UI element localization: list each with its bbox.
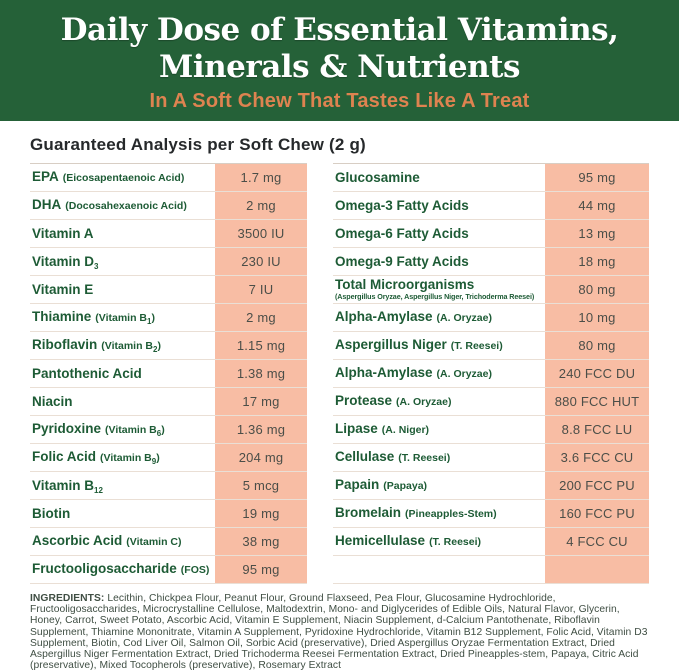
nutrient-name: Total Microorganisms [335, 277, 475, 292]
table-row [30, 556, 307, 584]
nutrient-name: Folic Acid [32, 449, 97, 464]
banner-title-line1: Daily Dose of Essential Vitamins, [60, 12, 619, 48]
nutrient-name-line [335, 338, 545, 353]
table-row [333, 388, 649, 416]
ingredients-paragraph [30, 593, 649, 671]
nutrient-value-cell: 38 mg [215, 528, 307, 555]
nutrient-name-cell [30, 220, 215, 247]
table-row [333, 472, 649, 500]
nutrient-name-cell [333, 444, 545, 471]
nutrient-name: Ascorbic Acid [32, 533, 123, 548]
banner [0, 0, 679, 121]
nutrient-name-line [335, 227, 545, 241]
nutrient-note: (Eicosapentaenoic Acid) [62, 172, 185, 184]
nutrient-note: (A. Oryzae) [396, 396, 452, 408]
ingredients-label: INGREDIENTS: [30, 593, 105, 604]
nutrient-note: (Pineapples-Stem) [405, 508, 497, 520]
nutrient-name-line [335, 422, 545, 437]
table-row [30, 248, 307, 276]
nutrient-name-line [335, 366, 545, 381]
nutrient-note: (Vitamin B [95, 312, 147, 324]
nutrient-name-cell [333, 304, 545, 331]
nutrient-name-cell [333, 192, 545, 219]
nutrient-note: (Docosahexaenoic Acid) [65, 200, 187, 212]
nutrient-value-cell: 18 mg [545, 248, 649, 275]
nutrient-name-subscript: 3 [94, 261, 99, 271]
nutrient-name: Bromelain [335, 505, 402, 520]
banner-title [0, 12, 679, 86]
nutrient-note-subscript: 9 [151, 457, 157, 466]
nutrient-name: Pantothenic Acid [32, 365, 142, 381]
nutrient-name-line [32, 367, 215, 381]
nutrient-name-cell [333, 500, 545, 527]
nutrient-name-cell [333, 556, 545, 583]
nutrient-name-line [32, 283, 215, 297]
nutrient-name-cell [30, 388, 215, 415]
nutrient-name-cell [333, 360, 545, 387]
table-row [333, 164, 649, 192]
analysis-table-right [333, 163, 649, 584]
nutrient-note: (A. Oryzae) [436, 368, 492, 380]
nutrient-name-line [32, 562, 215, 577]
nutrient-name-cell [333, 528, 545, 555]
table-row [333, 556, 649, 584]
nutrient-value-cell: 3.6 FCC CU [545, 444, 649, 471]
nutrient-value-cell: 80 mg [545, 332, 649, 359]
nutrient-note: (T. Reesei) [450, 340, 503, 352]
nutrient-value-cell: 4 FCC CU [545, 528, 649, 555]
nutrient-value-cell: 240 FCC DU [545, 360, 649, 387]
nutrient-name-line [32, 198, 215, 213]
nutrient-name-cell [30, 164, 215, 191]
table-row [333, 528, 649, 556]
nutrient-name: Protease [335, 393, 393, 408]
nutrient-value-cell: 44 mg [545, 192, 649, 219]
nutrient-value-cell: 7 IU [215, 276, 307, 303]
nutrient-name: Fructooligosaccharide [32, 561, 177, 576]
nutrient-name: Biotin [32, 505, 71, 521]
nutrient-note-tail: ) [156, 452, 160, 464]
nutrient-name-subscript: 12 [94, 485, 103, 495]
nutrient-note-tail: ) [151, 312, 155, 324]
nutrient-value-cell: 3500 IU [215, 220, 307, 247]
nutrient-note: (Vitamin B [100, 452, 152, 464]
table-row [333, 500, 649, 528]
nutrient-name: Hemicellulase [335, 533, 426, 548]
nutrient-value-cell: 1.38 mg [215, 360, 307, 387]
nutrient-value-cell: 95 mg [215, 556, 307, 583]
nutrient-name: EPA [32, 169, 59, 184]
nutrient-name: Omega-3 Fatty Acids [335, 197, 469, 213]
nutrient-name-line [335, 506, 545, 521]
table-row [30, 416, 307, 444]
nutrient-name: Pyridoxine [32, 421, 102, 436]
nutrient-name-line [32, 507, 215, 521]
nutrient-name-line [335, 310, 545, 325]
nutrient-source-note: (Aspergillus Oryzae, Aspergillus Niger, Trichoderma Reesei) [335, 292, 535, 301]
nutrient-value-cell: 1.15 mg [215, 332, 307, 359]
nutrient-name-cell [333, 388, 545, 415]
nutrient-name-cell [30, 528, 215, 555]
nutrient-value-cell: 8.8 FCC LU [545, 416, 649, 443]
nutrient-name-cell [333, 220, 545, 247]
nutrient-name: Alpha-Amylase [335, 309, 433, 324]
table-row [30, 276, 307, 304]
nutrient-name-line [335, 534, 545, 549]
nutrient-note: (T. Reesei) [398, 452, 451, 464]
nutrient-name-cell [333, 164, 545, 191]
table-row [30, 304, 307, 332]
table-row [30, 360, 307, 388]
nutrient-name-cell [30, 248, 215, 275]
nutrient-note: (Vitamin B [105, 424, 157, 436]
nutrient-name-cell [30, 332, 215, 359]
nutrient-name-cell [333, 248, 545, 275]
nutrient-note: (T. Reesei) [429, 536, 481, 548]
nutrient-name-line [32, 450, 215, 465]
nutrient-value-cell: 95 mg [545, 164, 649, 191]
table-row [333, 360, 649, 388]
table-row [333, 332, 649, 360]
nutrient-name-line [335, 171, 545, 185]
nutrient-name-line [335, 278, 545, 292]
nutrient-note-subscript: 6 [156, 429, 162, 438]
nutrient-value-cell: 1.7 mg [215, 164, 307, 191]
nutrient-name-line [32, 227, 215, 241]
nutrient-name-line [335, 478, 545, 493]
nutrient-name-line [32, 255, 215, 269]
nutrient-name-cell [30, 500, 215, 527]
nutrient-name-cell [30, 556, 215, 583]
table-row [30, 388, 307, 416]
table-row [30, 500, 307, 528]
nutrient-name: Omega-6 Fatty Acids [335, 225, 469, 241]
nutrient-name-cell [333, 472, 545, 499]
nutrient-name: Cellulase [335, 449, 395, 464]
table-row [30, 220, 307, 248]
nutrient-value-cell: 13 mg [545, 220, 649, 247]
nutrient-name-cell [30, 276, 215, 303]
nutrient-note: (Vitamin B [101, 340, 153, 352]
nutrient-value-cell: 19 mg [215, 500, 307, 527]
nutrient-note-tail: ) [161, 424, 165, 436]
analysis-tables [30, 163, 649, 584]
nutrient-note: (A. Oryzae) [436, 312, 492, 324]
nutrient-value-cell: 10 mg [545, 304, 649, 331]
nutrient-name: Glucosamine [335, 169, 420, 185]
nutrient-name: Alpha-Amylase [335, 365, 433, 380]
nutrient-name-line [335, 394, 545, 409]
guaranteed-analysis-heading: Guaranteed Analysis per Soft Chew (2 g) [30, 135, 366, 154]
nutrient-note-subscript: 1 [147, 317, 152, 326]
nutrient-name-cell [333, 276, 545, 303]
nutrient-name-cell [30, 472, 215, 499]
banner-title-line2: Minerals & Nutrients [159, 49, 520, 85]
nutrient-value-cell: 160 FCC PU [545, 500, 649, 527]
nutrient-name: Papain [335, 477, 380, 492]
table-row [333, 276, 649, 304]
nutrient-name: Vitamin B [32, 477, 95, 493]
nutrient-value-cell: 1.36 mg [215, 416, 307, 443]
nutrient-name-line [32, 534, 215, 549]
nutrient-note-tail: ) [157, 340, 161, 352]
nutrient-note-subscript: 2 [153, 345, 158, 354]
nutrient-name: Thiamine [32, 309, 92, 324]
nutrient-name-line [32, 395, 215, 409]
table-row [30, 164, 307, 192]
nutrient-name-cell [30, 444, 215, 471]
nutrient-note: (A. Niger) [381, 424, 430, 436]
nutrient-value-cell: 17 mg [215, 388, 307, 415]
nutrient-name-line [32, 479, 215, 493]
nutrient-name: DHA [32, 197, 62, 212]
nutrient-name: Niacin [32, 393, 73, 409]
nutrient-value-cell: 880 FCC HUT [545, 388, 649, 415]
nutrient-note: (FOS) [180, 564, 210, 576]
table-row [333, 248, 649, 276]
analysis-table-left [30, 163, 307, 584]
nutrient-name-cell [30, 304, 215, 331]
nutrient-name-cell [30, 360, 215, 387]
nutrient-value-cell [545, 556, 649, 583]
table-row [30, 332, 307, 360]
nutrient-value-cell: 5 mcg [215, 472, 307, 499]
nutrient-name: Aspergillus Niger [335, 337, 447, 352]
nutrient-name-line [335, 450, 545, 465]
nutrient-note: (Vitamin C) [126, 536, 182, 548]
table-row [30, 192, 307, 220]
nutrient-name-line [32, 170, 215, 185]
nutrient-note: (Papaya) [383, 480, 428, 492]
nutrient-name-line [32, 422, 215, 437]
nutrient-name-cell [333, 332, 545, 359]
table-row [30, 444, 307, 472]
table-row [333, 220, 649, 248]
nutrient-name: Vitamin D [32, 253, 95, 269]
nutrient-value-cell: 80 mg [545, 276, 649, 303]
nutrient-value-cell: 2 mg [215, 304, 307, 331]
nutrient-name-line [335, 199, 545, 213]
nutrient-value-cell: 2 mg [215, 192, 307, 219]
table-row [30, 528, 307, 556]
banner-subtitle: In A Soft Chew That Tastes Like A Treat [149, 90, 530, 112]
nutrient-name-line [335, 255, 545, 269]
nutrient-name-cell [333, 416, 545, 443]
table-row [333, 416, 649, 444]
nutrient-name: Lipase [335, 421, 378, 436]
table-row [333, 444, 649, 472]
nutrient-name-line [32, 338, 215, 353]
nutrient-value-cell: 204 mg [215, 444, 307, 471]
nutrient-name: Riboflavin [32, 337, 98, 352]
nutrient-name: Omega-9 Fatty Acids [335, 253, 469, 269]
nutrient-name: Vitamin E [32, 281, 94, 297]
ingredients-text: Lecithin, Chickpea Flour, Peanut Flour, Ground Flaxseed, Pea Flour, Glucosamine Hydrochloride, Fructooligosaccharides, Microcrystalline Cellulose, Maltodextrin, Mono- and Diglycerides of Edible Oils, Natural Flavor, Glycerin, Honey, Carrot, Sweet Potato, Ascorbic Acid, Vitamin E Supplement, Niacin Supplement, d-Calcium Pantothenate, Riboflavin Supplement, Thiamine Mononitrate, Vitamin A Supplement, Pyridoxine Hydrochloride, Vitamin B12 Supplement, Folic Acid, Vitamin D3 Supplement, Biotin, Cod Liver Oil, Salmon Oil, Sorbic Acid (preservative), Dried Aspergillus Oryzae Fermentation Extract, Dried Aspergillus Niger Fermentation Extract, Dried Trichoderma Reesei Fermentation Extract, Dried Pineapples-stem, Papaya, Citric Acid (preservative), Mixed Tocopherols (preservative), Rosemary Extract [30, 593, 648, 671]
table-row [30, 472, 307, 500]
nutrient-value-cell: 200 FCC PU [545, 472, 649, 499]
table-row [333, 304, 649, 332]
nutrient-name: Vitamin A [32, 225, 94, 241]
nutrient-name-cell [30, 416, 215, 443]
nutrient-name-cell [30, 192, 215, 219]
nutrient-value-cell: 230 IU [215, 248, 307, 275]
nutrient-name-line [32, 310, 215, 325]
table-row [333, 192, 649, 220]
